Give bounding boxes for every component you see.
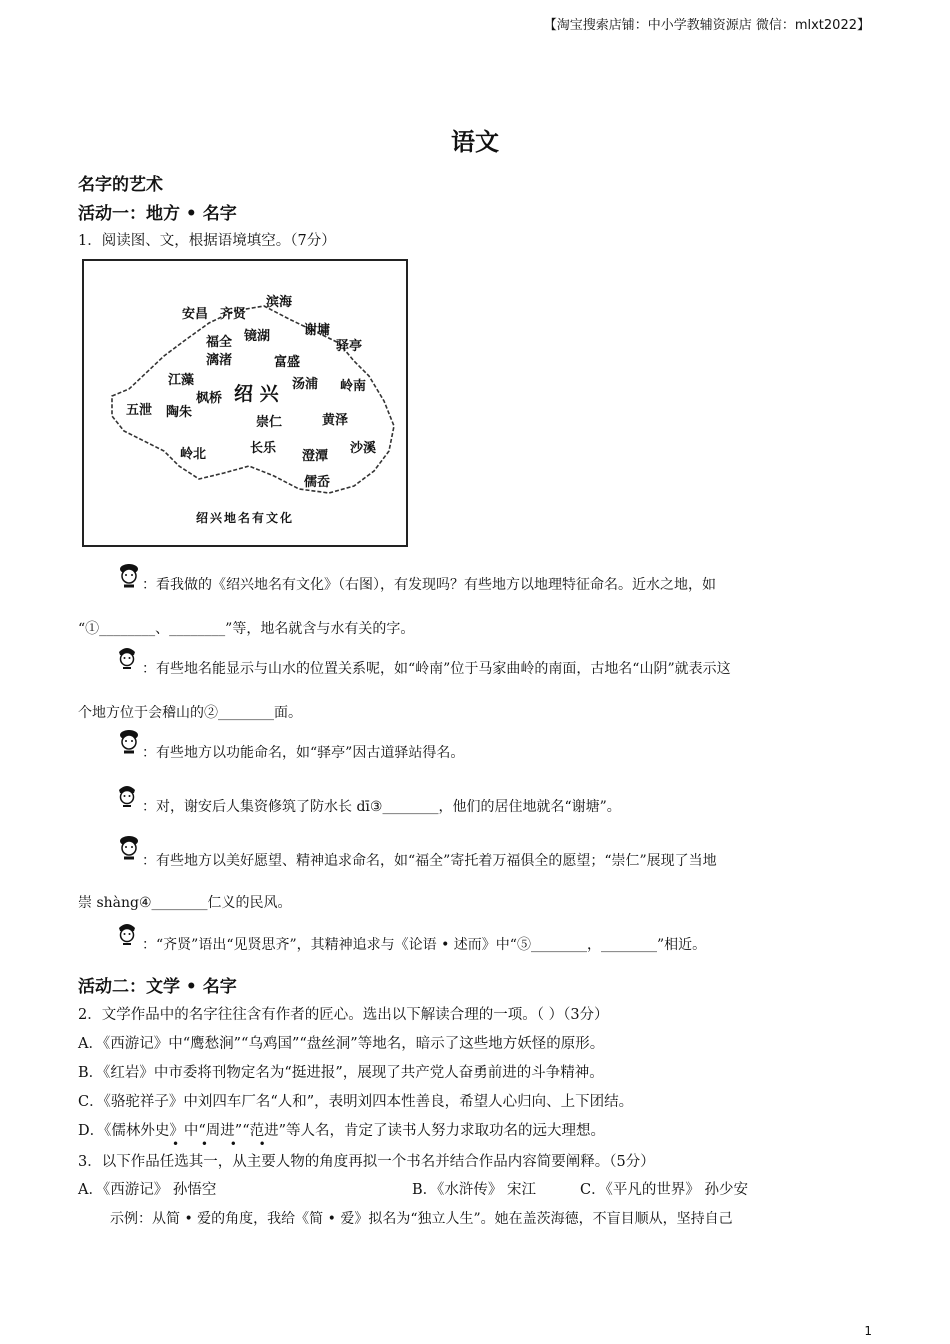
place-label: 五泄 bbox=[126, 403, 153, 418]
place-label: 黄泽 bbox=[322, 413, 349, 428]
speaker-face-icon bbox=[116, 644, 138, 670]
dialog-line: “①________、________”等，地名就含与水有关的字。 bbox=[78, 621, 415, 637]
header-note: 【淘宝搜索店铺：中小学教辅资源店 微信：mlxt2022】 bbox=[543, 18, 870, 33]
question-1: 1．阅读图、文，根据语境填空。（7分） bbox=[78, 233, 336, 249]
place-label: 长乐 bbox=[250, 441, 277, 456]
dialog-line: ：有些地方以美好愿望、精神追求命名，如“福全”寄托着万福俱全的愿望；“崇仁”展现了当地 bbox=[142, 853, 717, 869]
place-label: 谢墉 bbox=[304, 323, 331, 338]
page-number: 1 bbox=[864, 1324, 872, 1338]
place-label: 澄潭 bbox=[302, 449, 329, 464]
activity1-heading: 活动一：地方 • 名字 bbox=[78, 204, 237, 224]
dialog-line: ：看我做的《绍兴地名有文化》（右图），有发现吗？有些地方以地理特征命名。近水之地，如 bbox=[142, 577, 716, 593]
speaker-face-icon bbox=[116, 920, 138, 946]
dialog-line: ：有些地方以功能命名，如“驿亭”因古道驿站得名。 bbox=[142, 745, 465, 761]
place-label: 岭南 bbox=[340, 379, 367, 394]
page-title: 语文 bbox=[451, 128, 499, 156]
section-title: 名字的艺术 bbox=[78, 175, 163, 195]
place-label: 崇仁 bbox=[256, 415, 283, 430]
dialog-line: ：对，谢安后人集资修筑了防水长 dī③________，他们的居住地就名“谢塘”。 bbox=[142, 799, 621, 815]
dialog-line: 崇 shàng④________仁义的民风。 bbox=[78, 895, 292, 911]
q3-option-a: A．《西游记》 孙悟空 bbox=[78, 1182, 217, 1198]
speaker-face-icon bbox=[118, 834, 140, 860]
place-label: 驿亭 bbox=[336, 339, 363, 354]
dialog-line: ：“齐贤”语出“见贤思齐”，其精神追求与《论语 • 述而》中“⑤________，________”相近。 bbox=[142, 937, 707, 953]
place-label: 儒岙 bbox=[304, 475, 331, 490]
example-text: 示例：从简 • 爱的角度，我给《简 • 爱》拟名为“独立人生”。她在盖茨海德，不盲目顺从，坚持自己 bbox=[110, 1211, 733, 1227]
q3-option-c: C．《平凡的世界》 孙少安 bbox=[580, 1182, 748, 1198]
place-label: 福全 bbox=[206, 335, 233, 350]
place-label: 岭北 bbox=[180, 447, 207, 462]
place-label: 镜湖 bbox=[244, 329, 271, 344]
question-3: 3．以下作品任选其一，从主要人物的角度再拟一个书名并结合作品内容简要阐释。（5分） bbox=[78, 1154, 655, 1170]
place-label-main: 绍 兴 bbox=[234, 383, 279, 405]
place-label: 汤浦 bbox=[292, 377, 319, 392]
option-a: A．《西游记》中“鹰愁涧”“乌鸡国”“盘丝洞”等地名，暗示了这些地方妖怪的原形。 bbox=[78, 1036, 605, 1052]
dialog-line: ：有些地名能显示与山水的位置关系呢，如“岭南”位于马家曲岭的南面，古地名“山阴”就表示这 bbox=[142, 661, 731, 677]
place-label: 齐贤 bbox=[220, 307, 247, 322]
place-label: 富盛 bbox=[274, 355, 301, 370]
q3-option-b: B．《水浒传》 宋江 bbox=[412, 1182, 537, 1198]
question-2: 2．文学作品中的名字往往含有作者的匠心。选出以下解读合理的一项。（ ）（3分） bbox=[78, 1007, 609, 1023]
option-d: D．《儒林外史》中“周进”“范进”等人名，肯定了读书人努力求取功名的远大理想。 bbox=[78, 1123, 606, 1139]
speaker-face-icon bbox=[116, 782, 138, 808]
place-label: 安昌 bbox=[182, 307, 209, 322]
option-c: C．《骆驼祥子》中刘四车厂名“人和”，表明刘四本性善良，希望人心归向、上下团结。 bbox=[78, 1094, 634, 1110]
place-label: 江藻 bbox=[168, 373, 195, 388]
place-label: 滨海 bbox=[266, 295, 293, 310]
dialog-line: 个地方位于会稽山的②________面。 bbox=[78, 705, 302, 721]
speaker-face-icon bbox=[118, 728, 140, 754]
speaker-face-icon bbox=[118, 562, 140, 588]
place-label: 陶朱 bbox=[166, 405, 193, 420]
map-caption: 绍兴地名有文化 bbox=[195, 511, 294, 525]
option-b: B．《红岩》中市委将刊物定名为“挺进报”，展现了共产党人奋勇前进的斗争精神。 bbox=[78, 1065, 604, 1081]
place-label: 枫桥 bbox=[196, 391, 223, 406]
emphasis-dots: • • • • bbox=[172, 1137, 275, 1151]
place-label: 沙溪 bbox=[350, 441, 377, 456]
shaoxing-map bbox=[82, 259, 408, 547]
activity2-heading: 活动二：文学 • 名字 bbox=[78, 977, 237, 997]
place-label: 漓渚 bbox=[206, 353, 233, 368]
